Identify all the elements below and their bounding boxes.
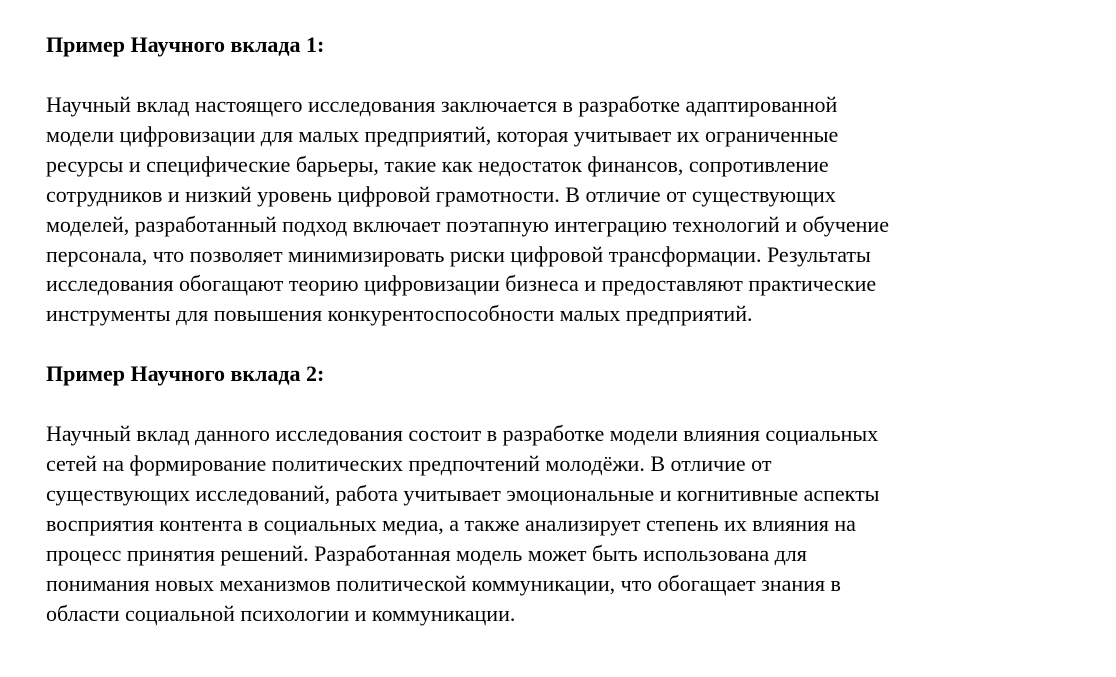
paragraph-line: ресурсы и специфические барьеры, такие как недостаток финансов, сопротивление [46,151,829,177]
spacer [46,60,1086,90]
paragraph-line: области социальной психологии и коммуникации. [46,600,516,626]
document-body [46,30,1086,629]
section-2-heading: Пример Научного вклада 2: [46,361,325,387]
paragraph-line: персонала, что позволяет минимизировать риски цифровой трансформации. Результаты [46,241,871,267]
section-1-paragraph [46,90,1086,329]
spacer [46,389,1086,419]
paragraph-line: модели цифровизации для малых предприятий, которая учитывает их ограниченные [46,121,839,147]
paragraph-line: сотрудников и низкий уровень цифровой грамотности. В отличие от существующих [46,181,836,207]
paragraph-line: Научный вклад данного исследования состоит в разработке модели влияния социальных [46,421,879,447]
paragraph-line: инструменты для повышения конкурентоспособности малых предприятий. [46,301,753,327]
spacer [46,329,1086,359]
paragraph-line: процесс принятия решений. Разработанная модель может быть использована для [46,540,807,566]
paragraph-line: существующих исследований, работа учитывает эмоциональные и когнитивные аспекты [46,481,880,507]
paragraph-line: исследования обогащают теорию цифровизации бизнеса и предоставляют практические [46,271,877,297]
section-2-paragraph [46,419,1086,628]
section-1-heading: Пример Научного вклада 1: [46,32,325,57]
paragraph-line: сетей на формирование политических предпочтений молодёжи. В отличие от [46,451,772,477]
paragraph-line: Научный вклад настоящего исследования заключается в разработке адаптированной [46,92,838,117]
paragraph-line: восприятия контента в социальных медиа, а также анализирует степень их влияния на [46,510,856,536]
paragraph-line: моделей, разработанный подход включает поэтапную интеграцию технологий и обучение [46,211,889,237]
paragraph-line: понимания новых механизмов политической коммуникации, что обогащает знания в [46,570,841,596]
